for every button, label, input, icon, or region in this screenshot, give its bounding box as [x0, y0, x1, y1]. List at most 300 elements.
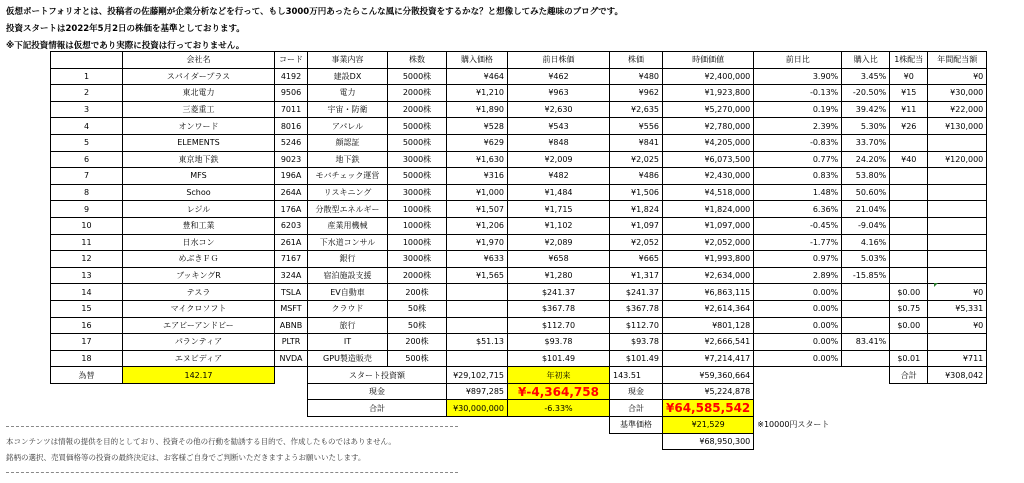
table-cell: $367.78 [508, 300, 610, 317]
header-cell: 株数 [388, 52, 447, 69]
table-cell: 0.00% [754, 334, 842, 351]
table-cell: ¥633 [447, 251, 508, 268]
table-cell: MSFT [275, 300, 308, 317]
table-cell: $241.37 [610, 284, 663, 301]
ytd-pct: -6.33% [508, 400, 610, 417]
table-cell: Schoo [123, 184, 275, 201]
footer-line-1: 本コンテンツは情報の提供を目的としており、投資その他の行動を勧誘する目的で、作成したものではありません。 [6, 437, 396, 446]
table-cell: 3000株 [388, 251, 447, 268]
table-cell: $0.00 [890, 284, 928, 301]
table-cell: 53.80% [842, 168, 890, 185]
table-cell: 0.97% [754, 251, 842, 268]
table-cell: 4 [51, 118, 123, 135]
table-cell: 4.16% [842, 234, 890, 251]
table-cell: 0.00% [754, 317, 842, 334]
table-cell: ¥22,000 [928, 101, 987, 118]
total2-value: ¥64,585,542 [663, 400, 754, 417]
table-cell [928, 251, 987, 268]
table-row [51, 151, 987, 168]
table-cell: $0.00 [890, 317, 928, 334]
table-cell [928, 168, 987, 185]
table-cell: $367.78 [610, 300, 663, 317]
table-cell: ¥1,097,000 [663, 217, 754, 234]
table-cell [890, 334, 928, 351]
table-cell: GPU製造販売 [308, 350, 388, 367]
table-cell: ¥2,614,364 [663, 300, 754, 317]
header-cell: 前日株価 [508, 52, 610, 69]
table-cell: 500株 [388, 350, 447, 367]
table-cell: PLTR [275, 334, 308, 351]
table-cell: 176A [275, 201, 308, 218]
start-value: ¥29,102,715 [447, 367, 508, 384]
header-cell: 購入価格 [447, 52, 508, 69]
header-cell: 株価 [610, 52, 663, 69]
table-cell: 地下鉄 [308, 151, 388, 168]
table-cell: 264A [275, 184, 308, 201]
table-cell: 6.36% [754, 201, 842, 218]
header-cell: 事業内容 [308, 52, 388, 69]
table-row [51, 284, 987, 301]
table-cell: 50株 [388, 317, 447, 334]
table-cell: -0.13% [754, 85, 842, 102]
table-cell: リスキニング [308, 184, 388, 201]
table-cell: 196A [275, 168, 308, 185]
table-cell: ¥543 [508, 118, 610, 135]
table-cell: 東京地下鉄 [123, 151, 275, 168]
table-cell: ¥841 [610, 134, 663, 151]
table-cell: 11 [51, 234, 123, 251]
nav-ref: 143.51 [610, 367, 663, 384]
table-cell: $93.78 [610, 334, 663, 351]
table-cell: 分散型エネルギー [308, 201, 388, 218]
table-cell [842, 284, 890, 301]
table-cell: ¥1,317 [610, 267, 663, 284]
cash2-label: 現金 [610, 383, 663, 400]
cash-label: 現金 [308, 383, 447, 400]
table-cell: ¥120,000 [928, 151, 987, 168]
table-cell: ELEMENTS [123, 134, 275, 151]
table-cell: 5000株 [388, 68, 447, 85]
table-cell: ¥0 [928, 68, 987, 85]
table-cell: 2.39% [754, 118, 842, 135]
table-cell: ¥462 [508, 68, 610, 85]
table-cell: ¥2,025 [610, 151, 663, 168]
table-row [51, 234, 987, 251]
table-cell: 83.41% [842, 334, 890, 351]
table-row [51, 134, 987, 151]
table-row [51, 85, 987, 102]
table-cell: ¥1,824 [610, 201, 663, 218]
table-cell: ¥6,073,500 [663, 151, 754, 168]
table-cell: テスラ [123, 284, 275, 301]
table-cell: 宇宙・防衛 [308, 101, 388, 118]
table-cell [890, 251, 928, 268]
header-cell: コード [275, 52, 308, 69]
table-cell: パランティア [123, 334, 275, 351]
table-cell: 産業用機械 [308, 217, 388, 234]
table-cell: 1000株 [388, 217, 447, 234]
table-cell: ¥711 [928, 350, 987, 367]
header-cell: 時価価値 [663, 52, 754, 69]
base-value: ¥21,529 [663, 417, 754, 434]
table-cell: ¥486 [610, 168, 663, 185]
table-row [51, 118, 987, 135]
table-row [51, 168, 987, 185]
table-cell: ¥2,052,000 [663, 234, 754, 251]
table-cell: ¥2,009 [508, 151, 610, 168]
table-cell: ¥464 [447, 68, 508, 85]
table-cell: ¥130,000 [928, 118, 987, 135]
table-cell: ¥316 [447, 168, 508, 185]
table-cell: 8016 [275, 118, 308, 135]
table-cell: 21.04% [842, 201, 890, 218]
total2-label: 合計 [610, 400, 663, 417]
base-label: 基準価格 [610, 417, 663, 434]
table-cell: 2000株 [388, 101, 447, 118]
table-cell: 39.42% [842, 101, 890, 118]
table-cell: 18 [51, 350, 123, 367]
div-total-label: 合計 [890, 367, 928, 384]
table-cell: ¥11 [890, 101, 928, 118]
table-cell: 6203 [275, 217, 308, 234]
table-row [51, 101, 987, 118]
table-cell: ¥0 [928, 317, 987, 334]
table-cell: 1 [51, 68, 123, 85]
table-cell: -0.83% [754, 134, 842, 151]
table-cell: ¥2,400,000 [663, 68, 754, 85]
table-cell: ¥480 [610, 68, 663, 85]
table-cell: -1.77% [754, 234, 842, 251]
summary-row-1 [51, 367, 987, 384]
table-cell: 3.45% [842, 68, 890, 85]
table-cell: IT [308, 334, 388, 351]
table-cell [890, 267, 928, 284]
table-cell: -9.04% [842, 217, 890, 234]
table-cell: ¥4,518,000 [663, 184, 754, 201]
table-cell: 7011 [275, 101, 308, 118]
table-row [51, 217, 987, 234]
table-cell: ¥2,430,000 [663, 168, 754, 185]
table-cell: 9 [51, 201, 123, 218]
table-cell: ¥1,206 [447, 217, 508, 234]
table-cell: 1000株 [388, 201, 447, 218]
table-cell: 下水道コンサル [308, 234, 388, 251]
table-cell: 50.60% [842, 184, 890, 201]
table-cell: マイクロソフト [123, 300, 275, 317]
table-cell: 200株 [388, 334, 447, 351]
table-cell: エアビーアンドビー [123, 317, 275, 334]
table-cell: ¥0 [928, 284, 987, 301]
table-cell: ¥482 [508, 168, 610, 185]
table-cell: 2000株 [388, 85, 447, 102]
table-cell: 5.03% [842, 251, 890, 268]
start-label: スタート投資額 [308, 367, 447, 384]
intro-line-2: 投資スタートは2022年5月2日の株価を基準としております。 [6, 24, 245, 34]
table-cell: -15.85% [842, 267, 890, 284]
table-cell [842, 317, 890, 334]
table-cell: 261A [275, 234, 308, 251]
table-cell: 5000株 [388, 118, 447, 135]
table-cell: 7167 [275, 251, 308, 268]
table-cell: 2000株 [388, 267, 447, 284]
table-cell: ¥1,102 [508, 217, 610, 234]
table-cell: 6 [51, 151, 123, 168]
base-extra: ¥68,950,300 [663, 433, 754, 450]
table-cell [842, 350, 890, 367]
table-cell [890, 134, 928, 151]
table-cell: 豊和工業 [123, 217, 275, 234]
table-cell: ¥2,630 [508, 101, 610, 118]
table-cell: ブッキングR [123, 267, 275, 284]
summary-row-2 [51, 383, 987, 400]
table-cell: ¥528 [447, 118, 508, 135]
table-cell: 5246 [275, 134, 308, 151]
table-cell: ¥2,666,541 [663, 334, 754, 351]
table-cell: ¥658 [508, 251, 610, 268]
table-cell [447, 317, 508, 334]
table-cell: 7 [51, 168, 123, 185]
table-cell: ¥15 [890, 85, 928, 102]
table-cell: $93.78 [508, 334, 610, 351]
table-row [51, 317, 987, 334]
table-cell: ¥963 [508, 85, 610, 102]
table-cell: ¥1,000 [447, 184, 508, 201]
table-cell: モバチェック運営 [308, 168, 388, 185]
table-cell: 3.90% [754, 68, 842, 85]
table-cell: ¥665 [610, 251, 663, 268]
div-total-value: ¥308,042 [928, 367, 987, 384]
table-cell: 東北電力 [123, 85, 275, 102]
table-cell: ¥1,993,800 [663, 251, 754, 268]
table-cell: レジル [123, 201, 275, 218]
table-cell: 0.00% [754, 300, 842, 317]
table-cell: ¥629 [447, 134, 508, 151]
intro-text [6, 4, 623, 55]
table-cell: ¥5,331 [928, 300, 987, 317]
table-cell: 0.00% [754, 350, 842, 367]
table-cell [447, 350, 508, 367]
table-cell: 0.83% [754, 168, 842, 185]
table-cell [447, 300, 508, 317]
table-cell: 324A [275, 267, 308, 284]
table-cell: 13 [51, 267, 123, 284]
table-cell: 3000株 [388, 184, 447, 201]
header-cell: 会社名 [123, 52, 275, 69]
table-cell: 2 [51, 85, 123, 102]
table-cell: ¥556 [610, 118, 663, 135]
table-cell: 200株 [388, 284, 447, 301]
table-cell: ¥1,715 [508, 201, 610, 218]
table-cell: 9023 [275, 151, 308, 168]
table-cell: ¥2,052 [610, 234, 663, 251]
table-row [51, 334, 987, 351]
fx-label: 為替 [51, 367, 123, 384]
table-cell: NVDA [275, 350, 308, 367]
table-cell: ¥1,506 [610, 184, 663, 201]
table-cell: ¥2,089 [508, 234, 610, 251]
separator-bottom [6, 472, 458, 473]
table-cell: -0.45% [754, 217, 842, 234]
table-cell: 0.77% [754, 151, 842, 168]
table-cell: $0.01 [890, 350, 928, 367]
intro-line-3: ※下記投資情報は仮想であり実際に投資は行っておりません。 [6, 41, 245, 51]
total-label: 合計 [308, 400, 447, 417]
table-cell: ¥40 [890, 151, 928, 168]
table-cell: ¥1,970 [447, 234, 508, 251]
table-cell: 顔認証 [308, 134, 388, 151]
table-row [51, 300, 987, 317]
table-cell: ¥1,824,000 [663, 201, 754, 218]
table-cell: ¥1,923,800 [663, 85, 754, 102]
table-cell [890, 168, 928, 185]
table-cell: $112.70 [508, 317, 610, 334]
table-cell: $51.13 [447, 334, 508, 351]
table-cell: ¥1,630 [447, 151, 508, 168]
header-cell: 購入比 [842, 52, 890, 69]
table-cell: 10 [51, 217, 123, 234]
table-cell [447, 284, 508, 301]
fx-value: 142.17 [123, 367, 275, 384]
cash2-value: ¥5,224,878 [663, 383, 754, 400]
table-cell: 14 [51, 284, 123, 301]
table-cell: クラウド [308, 300, 388, 317]
table-cell: EV自動車 [308, 284, 388, 301]
table-cell: TSLA [275, 284, 308, 301]
header-cell: 1株配当 [890, 52, 928, 69]
cell-comment-marker [934, 283, 938, 287]
table-cell [890, 217, 928, 234]
ytd-label: 年初来 [508, 367, 610, 384]
table-row [51, 267, 987, 284]
table-cell [928, 334, 987, 351]
table-cell: 5000株 [388, 168, 447, 185]
table-cell: 宿泊施設支援 [308, 267, 388, 284]
table-cell: ¥5,270,000 [663, 101, 754, 118]
table-cell: 旅行 [308, 317, 388, 334]
table-cell: ¥801,128 [663, 317, 754, 334]
table-cell: ¥848 [508, 134, 610, 151]
table-cell: $0.75 [890, 300, 928, 317]
table-cell: $241.37 [508, 284, 610, 301]
table-cell: ¥1,890 [447, 101, 508, 118]
table-cell: 15 [51, 300, 123, 317]
table-cell: ABNB [275, 317, 308, 334]
table-cell: 33.70% [842, 134, 890, 151]
table-cell [928, 267, 987, 284]
table-cell: $101.49 [610, 350, 663, 367]
table-cell: -20.50% [842, 85, 890, 102]
header-cell: 前日比 [754, 52, 842, 69]
table-cell [928, 234, 987, 251]
header-row [51, 52, 987, 69]
table-row [51, 68, 987, 85]
table-cell: 5000株 [388, 134, 447, 151]
table-cell: 2.89% [754, 267, 842, 284]
table-cell: ¥1,565 [447, 267, 508, 284]
table-cell: ¥1,280 [508, 267, 610, 284]
separator-top [6, 426, 458, 427]
table-cell: 電力 [308, 85, 388, 102]
table-cell: 16 [51, 317, 123, 334]
table-cell: 銀行 [308, 251, 388, 268]
table-cell [890, 184, 928, 201]
table-cell [842, 300, 890, 317]
table-cell [928, 217, 987, 234]
table-row [51, 184, 987, 201]
table-cell: 5 [51, 134, 123, 151]
total-value: ¥30,000,000 [447, 400, 508, 417]
table-cell: 24.20% [842, 151, 890, 168]
intro-line-1: 仮想ポートフォリオとは、投稿者の佐藤剛が企業分析などを行って、もし3000万円あったらこんな風に分散投資をするかな？と想像してみた趣味のブログです。 [6, 7, 623, 17]
table-cell: 1.48% [754, 184, 842, 201]
table-cell: ¥1,484 [508, 184, 610, 201]
table-cell: 3 [51, 101, 123, 118]
table-cell: めぶきＦＧ [123, 251, 275, 268]
table-cell: アパレル [308, 118, 388, 135]
table-cell: ¥4,205,000 [663, 134, 754, 151]
table-cell: 0.19% [754, 101, 842, 118]
footer-line-2: 銘柄の選択、売買価格等の投資の最終決定は、お客様ご自身でご判断いただきますようお願いいたします。 [6, 453, 366, 462]
portfolio-table [50, 51, 987, 450]
table-row [51, 350, 987, 367]
ytd-amount: ¥-4,364,758 [508, 383, 610, 400]
table-cell: 建設DX [308, 68, 388, 85]
table-cell: ¥2,780,000 [663, 118, 754, 135]
table-cell: $112.70 [610, 317, 663, 334]
table-cell: 17 [51, 334, 123, 351]
table-cell [928, 184, 987, 201]
table-row [51, 251, 987, 268]
table-cell: ¥2,635 [610, 101, 663, 118]
header-cell [51, 52, 123, 69]
summary-row-3 [51, 400, 987, 417]
table-cell [890, 201, 928, 218]
nav-value: ¥59,360,664 [663, 367, 754, 384]
table-cell: ¥26 [890, 118, 928, 135]
table-cell: $101.49 [508, 350, 610, 367]
table-cell: ¥6,863,115 [663, 284, 754, 301]
table-cell: 三菱重工 [123, 101, 275, 118]
table-cell: 50株 [388, 300, 447, 317]
table-cell: ¥962 [610, 85, 663, 102]
table-cell: ¥1,097 [610, 217, 663, 234]
table-cell: ¥7,214,417 [663, 350, 754, 367]
table-cell: 3000株 [388, 151, 447, 168]
footer-disclaimer [6, 434, 396, 466]
table-cell: 0.00% [754, 284, 842, 301]
table-row [51, 201, 987, 218]
table-cell: ¥2,634,000 [663, 267, 754, 284]
cash-value: ¥897,285 [447, 383, 508, 400]
table-cell: 9506 [275, 85, 308, 102]
table-cell [928, 201, 987, 218]
table-cell: エヌビディア [123, 350, 275, 367]
table-cell: ¥1,507 [447, 201, 508, 218]
table-cell: 1000株 [388, 234, 447, 251]
table-cell: オンワード [123, 118, 275, 135]
table-cell: 12 [51, 251, 123, 268]
table-cell: スパイダープラス [123, 68, 275, 85]
header-cell: 年間配当額 [928, 52, 987, 69]
base-note: ※10000円スタート [757, 420, 830, 430]
table-cell: ¥30,000 [928, 85, 987, 102]
table-cell [928, 134, 987, 151]
table-cell [890, 234, 928, 251]
table-cell: ¥0 [890, 68, 928, 85]
table-cell: 5.30% [842, 118, 890, 135]
table-cell: 8 [51, 184, 123, 201]
table-cell: 4192 [275, 68, 308, 85]
